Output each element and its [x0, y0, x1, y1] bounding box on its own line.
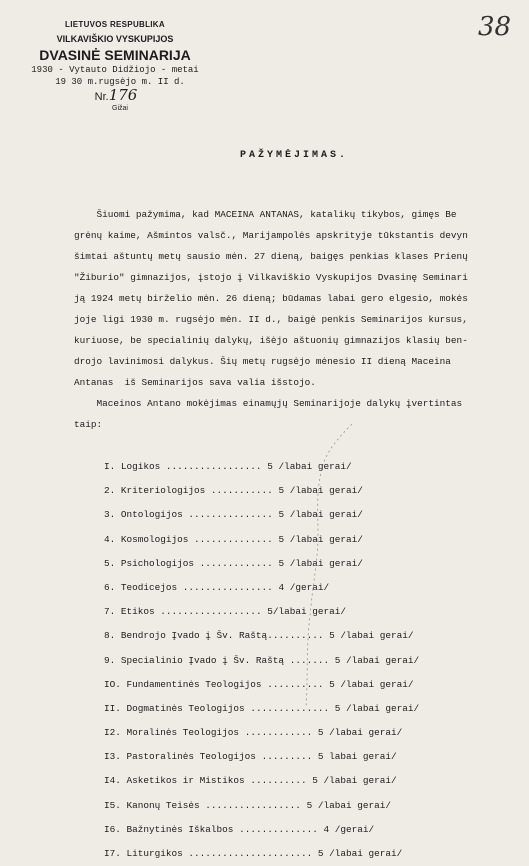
subject-row: [104, 649, 419, 673]
letterhead-republic: LIETUVOS RESPUBLIKA: [65, 20, 165, 29]
subject-number: 9.: [104, 654, 116, 666]
body-line: kuriuose, be specialinių dalykų, išėjo aštuonių gimnazijos klasių ben-: [74, 335, 468, 346]
subject-dots: ..........: [261, 678, 324, 690]
subject-number: I7.: [104, 848, 121, 859]
subject-name: Ontologijos: [120, 509, 183, 521]
body-line: drojo lavinimosi dalykus. Šių metų rugsėjo mėnesio II dieną Maceina: [74, 356, 451, 367]
subject-dots: ..........: [244, 775, 307, 787]
subject-number: I2.: [104, 727, 121, 739]
subject-dots: ......................: [182, 848, 313, 859]
subject-number: I4.: [104, 775, 121, 787]
subject-row: [104, 479, 419, 503]
subject-number: II.: [104, 702, 121, 714]
subject-row: [104, 842, 419, 866]
subject-name: Asketikos ir Mistikos: [126, 775, 245, 787]
subject-number: 6.: [104, 581, 116, 593]
letterhead: [0, 20, 230, 113]
subject-number: 3.: [104, 509, 116, 521]
subject-name: Kanonų Teisės: [126, 799, 200, 811]
subject-number: I3.: [104, 751, 121, 763]
subject-grade: 5 /labai gerai/: [329, 630, 414, 642]
subject-grades-list: [104, 455, 419, 866]
subject-name: Bažnytinės Iškalbos: [126, 823, 234, 835]
subject-row: [104, 818, 419, 842]
body-line: taip:: [74, 419, 103, 430]
subject-number: I5.: [104, 799, 121, 811]
subject-grade: 5 /labai gerai/: [329, 678, 414, 690]
subject-number: I.: [104, 461, 116, 472]
subject-grade: 5 /labai gerai/: [278, 509, 363, 521]
body-line: ją 1924 metų birželio mėn. 26 dieną; būdamas labai gero elgesio, mokės: [74, 293, 468, 304]
subject-grade: 4 /gerai/: [323, 823, 375, 835]
certificate-body: [74, 204, 508, 435]
subject-dots: .................: [199, 799, 301, 811]
number-prefix: Nr.: [94, 91, 109, 103]
letterhead-city: Gižai: [112, 105, 128, 112]
subject-dots: ..............: [188, 533, 273, 545]
body-line: Šiuomi pažymima, kad MACEINA ANTANAS, katalikų tikybos, gimęs Be: [74, 209, 457, 220]
subject-name: Pastoralinės Teologijos: [126, 751, 256, 763]
subject-grade: 4 /gerai/: [278, 581, 330, 593]
subject-number: I6.: [104, 823, 121, 835]
subject-dots: ..............: [233, 823, 318, 835]
letterhead-diocese: VILKAVIŠKIO VYSKUPIJOS: [56, 34, 174, 44]
subject-name: Teodicejos: [120, 581, 178, 593]
subject-row: [104, 455, 419, 479]
document-title: PAŽYMĖJIMAS.: [240, 150, 349, 161]
subject-grade: 5 /labai gerai/: [267, 461, 352, 472]
subject-name: Psichologijos: [120, 557, 195, 569]
subject-row: [104, 528, 419, 552]
subject-row: [104, 794, 419, 818]
subject-grade: 5 /labai gerai/: [312, 775, 397, 787]
subject-name: Dogmatinės Teologijos: [126, 702, 245, 714]
handwritten-number: 176: [108, 86, 138, 104]
subject-name: Logikos: [120, 461, 161, 472]
subject-number: 7.: [104, 606, 116, 618]
subject-grade: 5 /labai gerai/: [278, 485, 363, 497]
subject-name: Liturgikos: [126, 848, 183, 859]
subject-dots: ............: [239, 727, 313, 739]
subject-name: Bendrojo Įvado į Šv. Raštą: [120, 630, 268, 642]
letterhead-year-line: 1930 - Vytauto Didžiojo - metai: [31, 65, 199, 75]
subject-number: 8.: [104, 630, 116, 642]
letterhead-date-line: 19 30 m.rugsėjo m. II d.: [55, 77, 185, 87]
subject-name: Moralinės Teologijos: [126, 727, 240, 739]
subject-grade: 5 /labai gerai/: [334, 654, 420, 666]
subject-grade: 5 /labai gerai/: [278, 533, 363, 545]
subject-name: Specialinio Įvado į Šv. Raštą: [120, 654, 285, 666]
subject-number: 2.: [104, 485, 116, 497]
subject-grade: 5/labai gerai/: [267, 606, 346, 618]
subject-row: [104, 552, 419, 576]
subject-dots: ..............: [244, 702, 330, 714]
subject-number: IO.: [104, 678, 121, 690]
subject-grade: 5 /labai gerai/: [306, 799, 391, 811]
body-line: Maceinos Antano mokėjimas einamųjų Seminarijoje dalykų įvertintas: [74, 398, 463, 409]
handwritten-page-number: 38: [478, 12, 512, 42]
subject-dots: ...............: [182, 509, 273, 521]
subject-dots: ................: [177, 581, 273, 593]
subject-grade: 5 /labai gerai/: [317, 727, 403, 739]
subject-row: [104, 769, 419, 793]
letterhead-number-line: [0, 88, 230, 104]
subject-row: [104, 721, 419, 745]
subject-dots: .......: [284, 654, 330, 666]
subject-dots: ..........: [267, 630, 324, 642]
body-line: Antanas iš Seminarijos sava valia išstojo.: [74, 377, 316, 388]
body-line: "Žiburio" gimnazijos, įstojo į Vilkaviškio Vyskupijos Dvasinę Seminari: [74, 272, 468, 283]
subject-number: 4.: [104, 533, 116, 545]
subject-dots: .........: [255, 751, 313, 763]
subject-dots: ...........: [205, 485, 273, 497]
subject-dots: .............: [194, 557, 273, 569]
subject-name: Kosmologijos: [120, 533, 189, 545]
subject-dots: ..................: [154, 606, 262, 618]
subject-row: [104, 624, 419, 648]
subject-row: [104, 600, 419, 624]
body-line: šimtai aštuntų metų sausio mėn. 27 dieną, baigęs penkias klases Prienų: [74, 251, 468, 262]
subject-name: Kriteriologijos: [120, 485, 206, 497]
subject-grade: 5 /labai gerai/: [334, 702, 420, 714]
body-line: joje ligi 1930 m. rugsėjo mėn. II d., baigė penkis Seminarijos kursus,: [74, 314, 468, 325]
subject-name: Etikos: [120, 606, 155, 618]
subject-row: [104, 503, 419, 527]
subject-dots: .................: [160, 461, 262, 472]
body-line: grėnų kaime, Ašmintos valsč., Marijampolės apskrityje tūkstantis devyn: [74, 230, 468, 241]
subject-row: [104, 673, 419, 697]
subject-row: [104, 697, 419, 721]
subject-grade: 5 labai gerai/: [317, 751, 397, 763]
letterhead-seminary: DVASINĖ SEMINARIJA: [39, 47, 191, 63]
subject-row: [104, 576, 419, 600]
subject-row: [104, 745, 419, 769]
subject-grade: 5 /labai gerai/: [278, 557, 363, 569]
subject-name: Fundamentinės Teologijos: [126, 678, 262, 690]
subject-grade: 5 /labai gerai/: [317, 848, 403, 859]
subject-number: 5.: [104, 557, 116, 569]
